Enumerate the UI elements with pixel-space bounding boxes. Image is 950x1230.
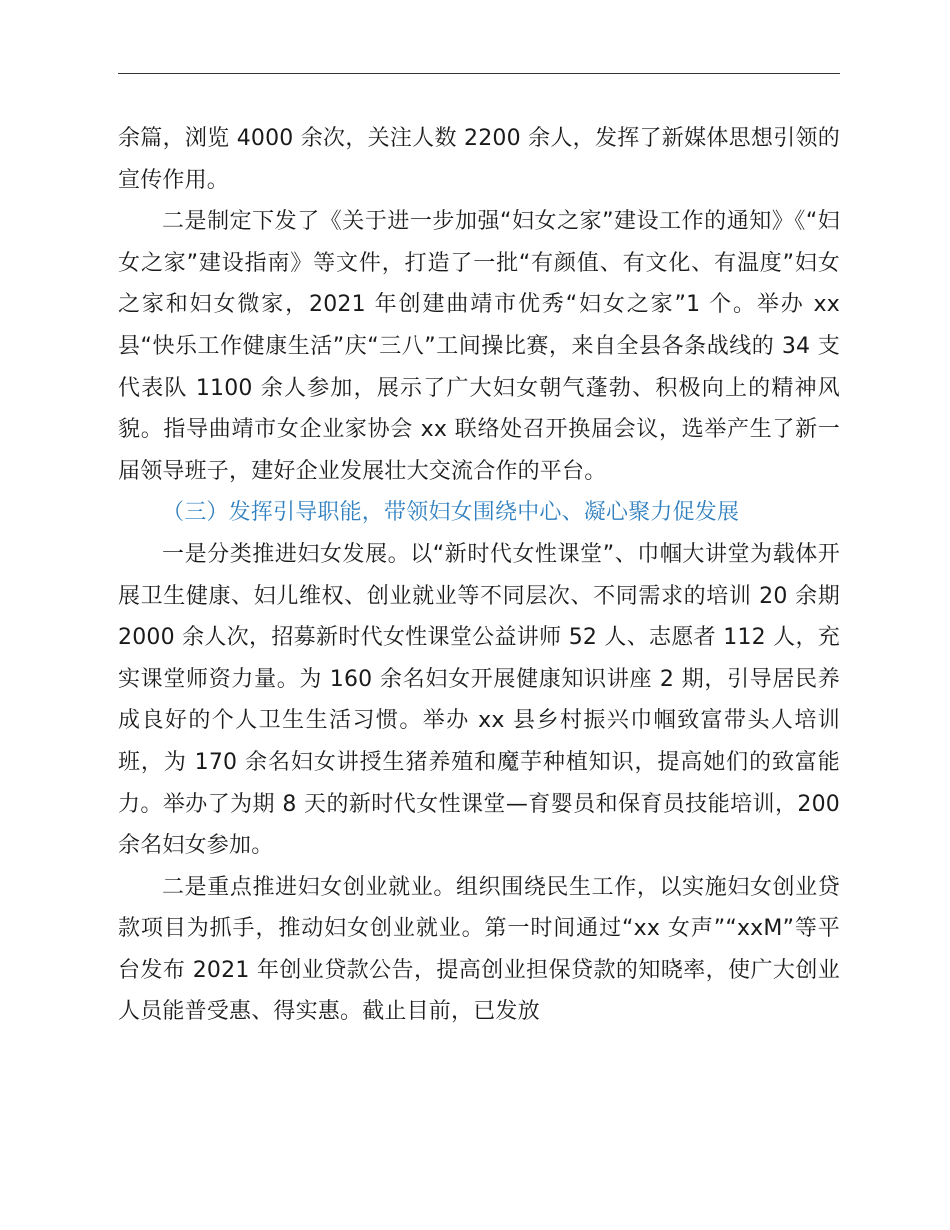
document-body [118,118,840,1033]
header-rule [118,73,840,74]
paragraph-women-development: 一是分类推进妇女发展。以“新时代女性课堂”、巾帼大讲堂为载体开展卫生健康、妇儿维权、创业就业等不同层次、不同需求的培训 20 余期 2000 余人次，招募新时代女性课堂公益讲师 52 人、志愿者 112 人，充实课堂师资力量。为 160 余名妇女开展健康知识讲座 2 期，引导居民养成良好的个人卫生生活习惯。举办 xx 县乡村振兴巾帼致富带头人培训班，为 170 余名妇女讲授生猪养殖和魔芋种植知识，提高她们的致富能力。举办了为期 8 天的新时代女性课堂—育婴员和保育员技能培训，200 余名妇女参加。 [118,541,840,859]
paragraph-continuation: 余篇，浏览 4000 余次，关注人数 2200 余人，发挥了新媒体思想引领的宣传作用。 [118,126,840,193]
section-heading: （三）发挥引导职能，带领妇女围绕中心、凝心聚力促发展 [162,500,740,526]
paragraph-women-home: 二是制定下发了《关于进一步加强“妇女之家”建设工作的通知》《“妇女之家”建设指南》等文件，打造了一批“有颜值、有文化、有温度”妇女之家和妇女微家，2021 年创建曲靖市优秀“妇女之家”1 个。举办 xx 县“快乐工作健康生活”庆“三八”工间操比赛，来自全县各条战线的 34 支代表队 1100 余人参加，展示了广大妇女朝气蓬勃、积极向上的精神风貌。指导曲靖市女企业家协会 xx 联络处召开换届会议，选举产生了新一届领导班子，建好企业发展壮大交流合作的平台。 [118,209,840,484]
paragraph-women-employment: 二是重点推进妇女创业就业。组织围绕民生工作，以实施妇女创业贷款项目为抓手，推动妇女创业就业。第一时间通过“xx 女声”“xxM”等平台发布 2021 年创业贷款公告，提高创业担保贷款的知晓率，使广大创业人员能普受惠、得实惠。截止目前，已发放 [118,874,840,1025]
